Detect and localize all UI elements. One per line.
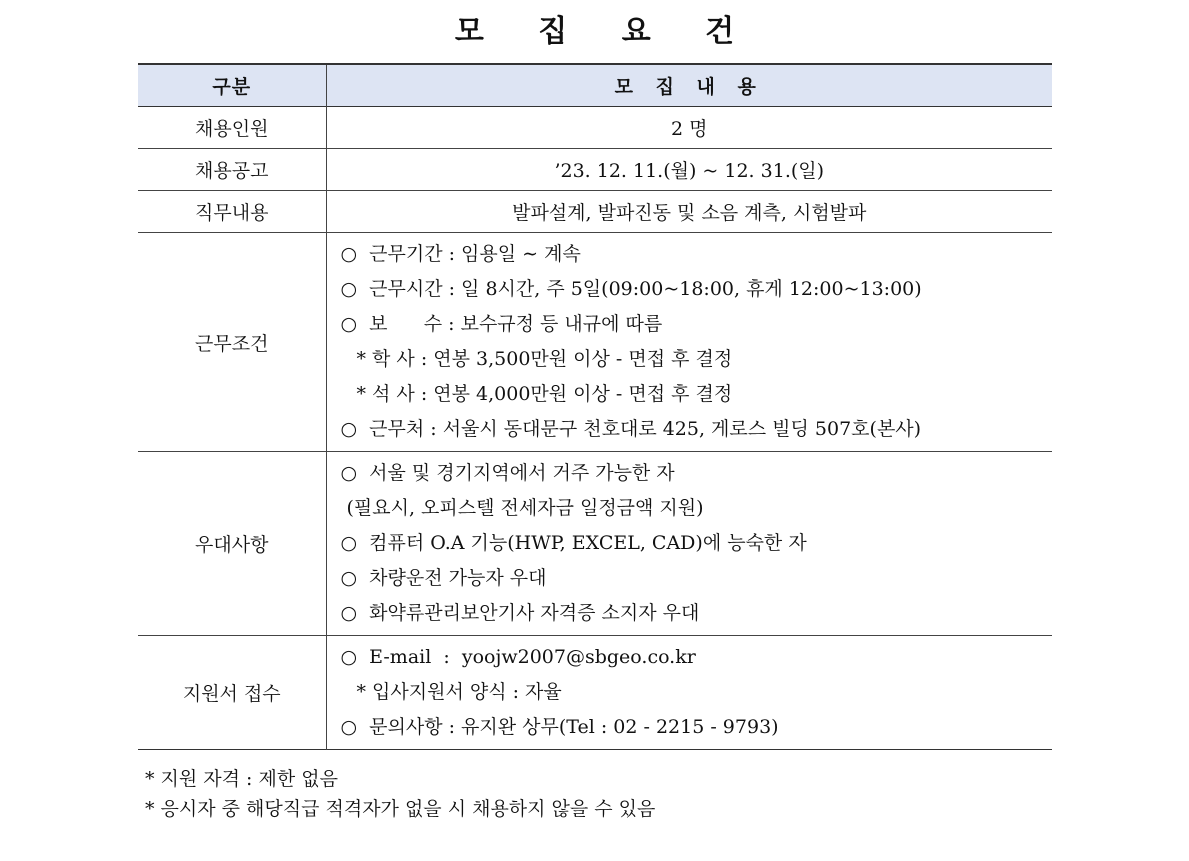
row-label: 직무내용: [138, 191, 326, 233]
list-item: ○ 화약류관리보안기사 자격증 소지자 우대: [340, 602, 700, 624]
row-value: 발파설계, 발파진동 및 소음 계측, 시험발파: [512, 202, 867, 224]
table-row: [138, 636, 1052, 750]
table-header-row: [138, 64, 1052, 107]
header-category: 구분: [138, 64, 326, 107]
list-item: (필요시, 오피스텔 전세자금 일정금액 지원): [346, 497, 704, 519]
table-row: [138, 233, 1052, 452]
row-label: 채용공고: [138, 149, 326, 191]
list-item: ○ E-mail : yoojw2007@sbgeo.co.kr: [340, 646, 696, 668]
table-row: [138, 452, 1052, 636]
list-item: ○ 서울 및 경기지역에서 거주 가능한 자: [340, 462, 675, 484]
list-item: * 입사지원서 양식 : 자율: [356, 681, 562, 703]
footnote: * 지원 자격 : 제한 없음: [145, 768, 338, 790]
row-content-list: [326, 233, 1052, 452]
list-item: ○ 차량운전 가능자 우대: [340, 567, 547, 589]
table-row: [138, 107, 1052, 149]
table-row: [138, 149, 1052, 191]
header-content: 모 집 내 용: [614, 76, 764, 98]
row-content-list: [326, 452, 1052, 636]
list-item: * 학 사 : 연봉 3,500만원 이상 - 면접 후 결정: [356, 348, 733, 370]
table-row: [138, 191, 1052, 233]
row-label: 채용인원: [138, 107, 326, 149]
list-item: ○ 근무시간 : 일 8시간, 주 5일(09:00~18:00, 휴게 12:00~13:00): [340, 278, 922, 300]
list-item: ○ 근무기간 : 임용일 ∼ 계속: [340, 243, 581, 265]
row-value: 2 명: [671, 118, 708, 140]
row-label: 지원서 접수: [138, 636, 326, 750]
list-item: ○ 보 수 : 보수규정 등 내규에 따름: [340, 313, 663, 335]
footnote: * 응시자 중 해당직급 적격자가 없을 시 채용하지 않을 수 있음: [145, 798, 656, 820]
recruitment-requirements-table: [138, 63, 1052, 750]
list-item: * 석 사 : 연봉 4,000만원 이상 - 면접 후 결정: [356, 383, 733, 405]
list-item: ○ 근무처 : 서울시 동대문구 천호대로 425, 게로스 빌딩 507호(본사): [340, 418, 922, 440]
row-value: ’23. 12. 11.(월) ~ 12. 31.(일): [554, 160, 825, 182]
list-item: ○ 컴퓨터 O.A 기능(HWP, EXCEL, CAD)에 능숙한 자: [340, 532, 807, 554]
page-title: 모 집 요 건: [454, 14, 757, 49]
footnotes: [145, 764, 655, 824]
row-label: 우대사항: [138, 452, 326, 636]
list-item: ○ 문의사항 : 유지완 상무(Tel : 02 - 2215 - 9793): [340, 716, 779, 738]
row-label: 근무조건: [138, 233, 326, 452]
row-content-list: [326, 636, 1052, 750]
